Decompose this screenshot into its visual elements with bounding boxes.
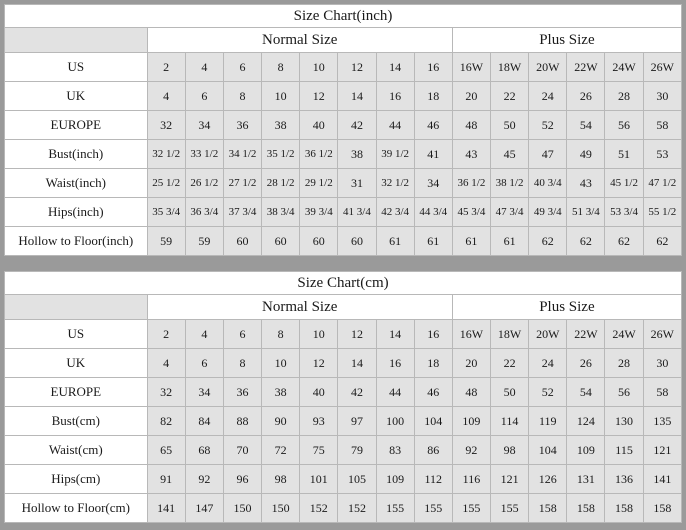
data-cell: 52 [529,111,567,140]
data-cell: 56 [605,378,643,407]
data-cell: 36 [223,111,261,140]
data-cell: 26W [643,53,681,82]
data-cell: 62 [567,227,605,256]
data-cell: 22 [491,82,529,111]
data-cell: 43 [452,140,490,169]
group-header-blank [5,28,148,53]
data-cell: 14 [376,53,414,82]
data-cell: 42 3/4 [376,198,414,227]
table-row [5,465,682,494]
data-cell: 4 [147,349,185,378]
data-cell: 14 [338,82,376,111]
data-cell: 29 1/2 [300,169,338,198]
data-cell: 16 [376,82,414,111]
row-label: Waist(cm) [5,436,148,465]
data-cell: 115 [605,436,643,465]
data-cell: 147 [185,494,223,523]
row-label: Waist(inch) [5,169,148,198]
data-cell: 155 [491,494,529,523]
data-cell: 60 [300,227,338,256]
data-cell: 60 [223,227,261,256]
data-cell: 150 [262,494,300,523]
data-cell: 53 3/4 [605,198,643,227]
data-cell: 155 [414,494,452,523]
data-cell: 16W [452,320,490,349]
data-cell: 47 3/4 [491,198,529,227]
data-cell: 46 [414,378,452,407]
data-cell: 8 [223,82,261,111]
data-cell: 8 [262,320,300,349]
data-cell: 88 [223,407,261,436]
data-cell: 51 3/4 [567,198,605,227]
data-cell: 22 [491,349,529,378]
data-cell: 16 [414,320,452,349]
data-cell: 24W [605,320,643,349]
row-label: Hips(inch) [5,198,148,227]
data-cell: 2 [147,53,185,82]
data-cell: 90 [262,407,300,436]
data-cell: 60 [262,227,300,256]
chart-title: Size Chart(cm) [5,272,682,295]
data-cell: 35 3/4 [147,198,185,227]
group-header-2: Plus Size [452,28,681,53]
data-cell: 53 [643,140,681,169]
data-cell: 22W [567,53,605,82]
data-cell: 38 1/2 [491,169,529,198]
data-cell: 131 [567,465,605,494]
data-cell: 93 [300,407,338,436]
data-cell: 121 [643,436,681,465]
data-cell: 56 [605,111,643,140]
data-cell: 61 [414,227,452,256]
data-cell: 101 [300,465,338,494]
data-cell: 105 [338,465,376,494]
data-cell: 34 [185,111,223,140]
data-cell: 28 [605,349,643,378]
data-cell: 44 3/4 [414,198,452,227]
data-cell: 6 [185,349,223,378]
data-cell: 42 [338,378,376,407]
table-row [5,53,682,82]
size-table [4,271,682,523]
group-header-1: Normal Size [147,28,452,53]
data-cell: 20 [452,349,490,378]
data-cell: 45 1/2 [605,169,643,198]
data-cell: 8 [223,349,261,378]
data-cell: 79 [338,436,376,465]
data-cell: 24W [605,53,643,82]
data-cell: 135 [643,407,681,436]
table-row [5,82,682,111]
data-cell: 104 [414,407,452,436]
data-cell: 12 [300,349,338,378]
data-cell: 24 [529,349,567,378]
data-cell: 12 [300,82,338,111]
data-cell: 39 1/2 [376,140,414,169]
data-cell: 43 [567,169,605,198]
data-cell: 109 [567,436,605,465]
data-cell: 155 [452,494,490,523]
data-cell: 124 [567,407,605,436]
data-cell: 48 [452,111,490,140]
data-cell: 26 [567,82,605,111]
data-cell: 34 [185,378,223,407]
data-cell: 141 [643,465,681,494]
data-cell: 35 1/2 [262,140,300,169]
data-cell: 10 [300,53,338,82]
data-cell: 47 1/2 [643,169,681,198]
data-cell: 25 1/2 [147,169,185,198]
data-cell: 36 1/2 [300,140,338,169]
table-row [5,378,682,407]
row-label: UK [5,349,148,378]
row-label: Bust(cm) [5,407,148,436]
data-cell: 14 [338,349,376,378]
data-cell: 4 [147,82,185,111]
data-cell: 58 [643,378,681,407]
data-cell: 24 [529,82,567,111]
row-label: EUROPE [5,378,148,407]
group-header-1: Normal Size [147,295,452,320]
data-cell: 31 [338,169,376,198]
data-cell: 62 [529,227,567,256]
data-cell: 121 [491,465,529,494]
table-row [5,407,682,436]
data-cell: 60 [338,227,376,256]
data-cell: 12 [338,53,376,82]
data-cell: 61 [376,227,414,256]
data-cell: 49 [567,140,605,169]
data-cell: 152 [338,494,376,523]
data-cell: 54 [567,111,605,140]
data-cell: 62 [643,227,681,256]
data-cell: 119 [529,407,567,436]
data-cell: 75 [300,436,338,465]
data-cell: 62 [605,227,643,256]
group-header-2: Plus Size [452,295,681,320]
data-cell: 4 [185,53,223,82]
data-cell: 83 [376,436,414,465]
data-cell: 32 1/2 [376,169,414,198]
data-cell: 98 [491,436,529,465]
data-cell: 112 [414,465,452,494]
data-cell: 38 [338,140,376,169]
data-cell: 10 [300,320,338,349]
data-cell: 16 [376,349,414,378]
data-cell: 82 [147,407,185,436]
data-cell: 72 [262,436,300,465]
data-cell: 26 [567,349,605,378]
data-cell: 130 [605,407,643,436]
data-cell: 46 [414,111,452,140]
row-label: EUROPE [5,111,148,140]
data-cell: 44 [376,111,414,140]
data-cell: 18 [414,82,452,111]
size-chart-cm [4,271,682,523]
table-row [5,227,682,256]
table-row [5,169,682,198]
chart-title-row [5,5,682,28]
data-cell: 41 3/4 [338,198,376,227]
row-label: US [5,320,148,349]
chart-title: Size Chart(inch) [5,5,682,28]
data-cell: 96 [223,465,261,494]
data-cell: 45 3/4 [452,198,490,227]
data-cell: 33 1/2 [185,140,223,169]
data-cell: 40 [300,111,338,140]
data-cell: 126 [529,465,567,494]
data-cell: 22W [567,320,605,349]
data-cell: 6 [223,320,261,349]
row-label: Hollow to Floor(cm) [5,494,148,523]
data-cell: 51 [605,140,643,169]
data-cell: 97 [338,407,376,436]
data-cell: 27 1/2 [223,169,261,198]
data-cell: 155 [376,494,414,523]
table-row [5,111,682,140]
data-cell: 20W [529,53,567,82]
data-cell: 109 [452,407,490,436]
data-cell: 70 [223,436,261,465]
data-cell: 45 [491,140,529,169]
data-cell: 34 [414,169,452,198]
data-cell: 91 [147,465,185,494]
data-cell: 61 [452,227,490,256]
data-cell: 18W [491,53,529,82]
data-cell: 18 [414,349,452,378]
data-cell: 141 [147,494,185,523]
data-cell: 114 [491,407,529,436]
size-chart-inch [4,4,682,256]
data-cell: 14 [376,320,414,349]
data-cell: 92 [185,465,223,494]
data-cell: 158 [567,494,605,523]
data-cell: 36 [223,378,261,407]
data-cell: 158 [605,494,643,523]
data-cell: 59 [185,227,223,256]
row-label: Hollow to Floor(inch) [5,227,148,256]
data-cell: 32 1/2 [147,140,185,169]
group-header-blank [5,295,148,320]
data-cell: 158 [529,494,567,523]
data-cell: 38 [262,111,300,140]
row-label: UK [5,82,148,111]
table-row [5,349,682,378]
group-header-row [5,295,682,320]
row-label: Hips(cm) [5,465,148,494]
data-cell: 4 [185,320,223,349]
data-cell: 10 [262,349,300,378]
data-cell: 50 [491,111,529,140]
data-cell: 49 3/4 [529,198,567,227]
data-cell: 158 [643,494,681,523]
row-label: Bust(inch) [5,140,148,169]
table-row [5,320,682,349]
data-cell: 100 [376,407,414,436]
data-cell: 2 [147,320,185,349]
data-cell: 26 1/2 [185,169,223,198]
data-cell: 58 [643,111,681,140]
data-cell: 40 3/4 [529,169,567,198]
data-cell: 30 [643,349,681,378]
data-cell: 42 [338,111,376,140]
data-cell: 84 [185,407,223,436]
size-table [4,4,682,256]
data-cell: 34 1/2 [223,140,261,169]
data-cell: 28 1/2 [262,169,300,198]
data-cell: 38 3/4 [262,198,300,227]
data-cell: 65 [147,436,185,465]
data-cell: 18W [491,320,529,349]
data-cell: 86 [414,436,452,465]
data-cell: 47 [529,140,567,169]
data-cell: 32 [147,111,185,140]
table-row [5,494,682,523]
data-cell: 104 [529,436,567,465]
data-cell: 54 [567,378,605,407]
data-cell: 38 [262,378,300,407]
data-cell: 52 [529,378,567,407]
data-cell: 61 [491,227,529,256]
chart-title-row [5,272,682,295]
data-cell: 40 [300,378,338,407]
data-cell: 41 [414,140,452,169]
data-cell: 37 3/4 [223,198,261,227]
data-cell: 68 [185,436,223,465]
data-cell: 20W [529,320,567,349]
data-cell: 59 [147,227,185,256]
data-cell: 39 3/4 [300,198,338,227]
data-cell: 16 [414,53,452,82]
data-cell: 109 [376,465,414,494]
data-cell: 48 [452,378,490,407]
data-cell: 28 [605,82,643,111]
table-row [5,436,682,465]
data-cell: 30 [643,82,681,111]
table-row [5,140,682,169]
row-label: US [5,53,148,82]
data-cell: 150 [223,494,261,523]
group-header-row [5,28,682,53]
data-cell: 55 1/2 [643,198,681,227]
table-row [5,198,682,227]
data-cell: 16W [452,53,490,82]
data-cell: 26W [643,320,681,349]
data-cell: 116 [452,465,490,494]
data-cell: 32 [147,378,185,407]
data-cell: 136 [605,465,643,494]
data-cell: 92 [452,436,490,465]
data-cell: 8 [262,53,300,82]
data-cell: 10 [262,82,300,111]
data-cell: 36 3/4 [185,198,223,227]
data-cell: 50 [491,378,529,407]
data-cell: 6 [223,53,261,82]
data-cell: 98 [262,465,300,494]
data-cell: 12 [338,320,376,349]
data-cell: 36 1/2 [452,169,490,198]
data-cell: 20 [452,82,490,111]
data-cell: 152 [300,494,338,523]
data-cell: 6 [185,82,223,111]
data-cell: 44 [376,378,414,407]
